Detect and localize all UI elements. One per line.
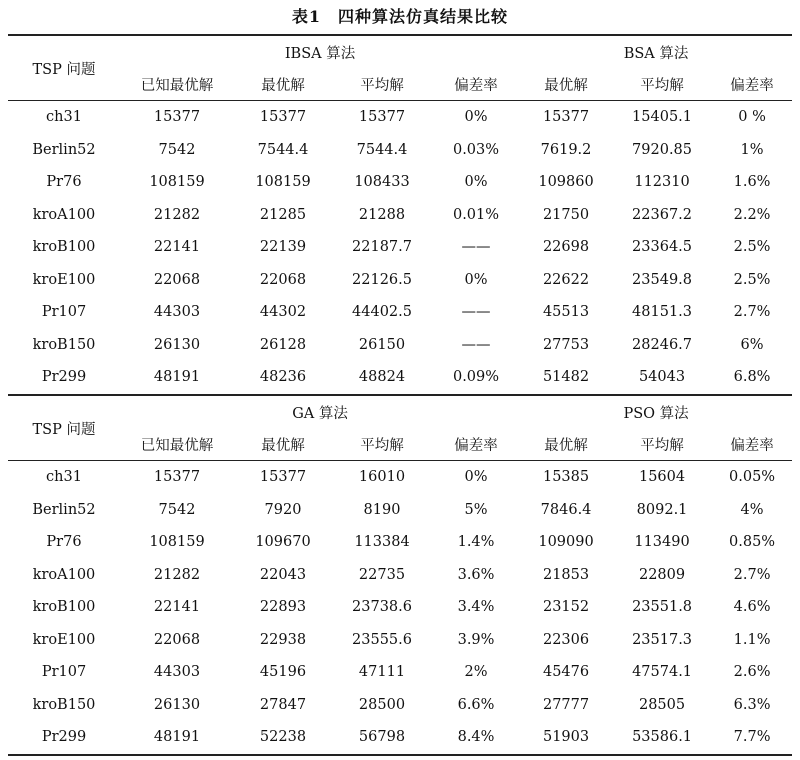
value-cell: —— (461, 239, 491, 256)
value-cell: 15405.1 (632, 109, 693, 126)
row-header-tsp: TSP 问题 (8, 35, 120, 101)
value-cell: 2.5% (733, 239, 771, 256)
value-cell: 15377 (259, 109, 307, 126)
value-cell: 28505 (638, 696, 686, 713)
value-cell: 26150 (358, 336, 406, 353)
table-caption: 表1 四种算法仿真结果比较 (291, 7, 509, 26)
value-cell: 0.85% (729, 534, 776, 551)
value-cell: 8092.1 (636, 501, 688, 518)
table-body (8, 101, 792, 395)
value-cell: 2.5% (733, 271, 771, 288)
table-row (8, 361, 792, 395)
value-cell: 7.7% (712, 721, 792, 755)
value-cell: 48151.3 (632, 304, 693, 321)
col-header-average: 平均解 (612, 428, 712, 461)
value-cell: 21282 (153, 206, 201, 223)
problem-name-cell: Pr107 (41, 664, 87, 681)
value-cell: 26130 (153, 336, 201, 353)
problem-name-cell: kroA100 (32, 566, 96, 583)
value-cell: 108433 (354, 174, 410, 191)
col-header-best: 最优解 (234, 428, 332, 461)
col-header-deviation: 偏差率 (712, 68, 792, 101)
value-cell: 22141 (153, 239, 201, 256)
table-row (8, 591, 792, 624)
value-cell: 47111 (358, 664, 406, 681)
value-cell: 52238 (234, 721, 332, 755)
value-cell: 15377 (259, 469, 307, 486)
value-cell: 26128 (259, 336, 307, 353)
value-cell: 7920.85 (632, 141, 693, 158)
value-cell: 21282 (153, 566, 201, 583)
value-cell: 0% (464, 469, 488, 486)
problem-name-cell: Berlin52 (32, 141, 96, 158)
value-cell: 15377 (153, 469, 201, 486)
table-body (8, 461, 792, 755)
value-cell: 2.7% (733, 304, 771, 321)
col-header-average: 平均解 (332, 428, 432, 461)
group-header-pso: PSO 算法 (520, 395, 792, 428)
table-row (8, 101, 792, 134)
value-cell: 22126.5 (352, 271, 412, 288)
table-row (8, 689, 792, 722)
value-cell: 3.9% (457, 631, 495, 648)
value-cell: 23152 (542, 599, 590, 616)
problem-name-cell: kroB150 (32, 336, 96, 353)
value-cell: 21853 (542, 566, 590, 583)
problem-name-cell: Pr76 (46, 534, 82, 551)
problem-name-cell: kroB100 (32, 599, 96, 616)
value-cell: 108159 (149, 174, 205, 191)
comparison-table-ibsa-bsa (8, 34, 792, 396)
problem-name-cell: kroB150 (32, 696, 96, 713)
value-cell: 28500 (358, 696, 406, 713)
col-header-deviation: 偏差率 (712, 428, 792, 461)
value-cell: 3.4% (457, 599, 495, 616)
value-cell: 28246.7 (632, 336, 693, 353)
value-cell: 22367.2 (632, 206, 693, 223)
value-cell: 6% (740, 336, 764, 353)
value-cell: 45196 (259, 664, 307, 681)
group-header-ga: GA 算法 (120, 395, 520, 428)
value-cell: 22622 (542, 271, 590, 288)
value-cell: 22735 (358, 566, 406, 583)
value-cell: 0.01% (452, 206, 500, 223)
value-cell: 2% (464, 664, 488, 681)
value-cell: 0% (464, 174, 488, 191)
value-cell: 22306 (542, 631, 590, 648)
problem-name-cell: ch31 (46, 109, 82, 126)
value-cell: 44303 (153, 304, 201, 321)
value-cell: 0.05% (729, 469, 776, 486)
problem-name-cell: Pr299 (8, 361, 120, 395)
problem-name-cell: Pr299 (8, 721, 120, 755)
value-cell: 1.6% (733, 174, 771, 191)
value-cell: 7544.4 (257, 141, 309, 158)
value-cell: 113384 (354, 534, 410, 551)
value-cell: 113490 (634, 534, 690, 551)
value-cell: 22068 (153, 631, 201, 648)
value-cell: 3.6% (457, 566, 495, 583)
value-cell: 0.03% (452, 141, 500, 158)
value-cell: 0% (464, 109, 488, 126)
table-row (8, 624, 792, 657)
value-cell: 23517.3 (632, 631, 693, 648)
value-cell: 0 % (738, 109, 766, 126)
table-row (8, 329, 792, 362)
table-row (8, 461, 792, 494)
value-cell: 22141 (153, 599, 201, 616)
value-cell: 15377 (153, 109, 201, 126)
value-cell: 22068 (153, 271, 201, 288)
value-cell: 16010 (358, 469, 406, 486)
value-cell: 48191 (120, 361, 234, 395)
value-cell: 0.09% (432, 361, 520, 395)
row-header-tsp: TSP 问题 (8, 395, 120, 461)
value-cell: 6.3% (733, 696, 771, 713)
value-cell: 23738.6 (352, 599, 412, 616)
problem-name-cell: kroE100 (32, 271, 96, 288)
value-cell: 45513 (542, 304, 590, 321)
problem-name-cell: kroA100 (32, 206, 96, 223)
value-cell: 47574.1 (632, 664, 693, 681)
table-row (8, 166, 792, 199)
value-cell: 22809 (638, 566, 686, 583)
value-cell: 22698 (542, 239, 590, 256)
value-cell: 7846.4 (540, 501, 592, 518)
value-cell: 1% (740, 141, 764, 158)
table-row (8, 494, 792, 527)
col-header-best: 最优解 (520, 68, 612, 101)
value-cell: 15377 (542, 109, 590, 126)
value-cell: 54043 (612, 361, 712, 395)
value-cell: 27753 (542, 336, 590, 353)
value-cell: 8190 (363, 501, 401, 518)
value-cell: 108159 (149, 534, 205, 551)
value-cell: 22187.7 (352, 239, 412, 256)
value-cell: 7542 (158, 141, 196, 158)
value-cell: 27847 (259, 696, 307, 713)
value-cell: 23551.8 (632, 599, 693, 616)
value-cell: 4.6% (733, 599, 771, 616)
table-row (8, 231, 792, 264)
value-cell: 109860 (538, 174, 594, 191)
value-cell: —— (461, 336, 491, 353)
value-cell: 21285 (259, 206, 307, 223)
problem-name-cell: Pr107 (41, 304, 87, 321)
value-cell: 22043 (259, 566, 307, 583)
col-header-deviation: 偏差率 (432, 68, 520, 101)
value-cell: 0% (464, 271, 488, 288)
value-cell: 7544.4 (356, 141, 408, 158)
table-row (8, 656, 792, 689)
group-header-bsa: BSA 算法 (520, 35, 792, 68)
value-cell: 6.6% (457, 696, 495, 713)
problem-name-cell: ch31 (46, 469, 82, 486)
value-cell: 15377 (358, 109, 406, 126)
value-cell: 1.1% (733, 631, 771, 648)
col-header-known-optimum: 已知最优解 (120, 68, 234, 101)
value-cell: 53586.1 (612, 721, 712, 755)
value-cell: 51903 (520, 721, 612, 755)
value-cell: 44303 (153, 664, 201, 681)
value-cell: 15385 (542, 469, 590, 486)
value-cell: 48824 (332, 361, 432, 395)
value-cell: —— (461, 304, 491, 321)
value-cell: 51482 (520, 361, 612, 395)
table-row (8, 526, 792, 559)
value-cell: 7619.2 (540, 141, 592, 158)
value-cell: 48236 (234, 361, 332, 395)
col-header-average: 平均解 (612, 68, 712, 101)
col-header-best: 最优解 (520, 428, 612, 461)
col-header-average: 平均解 (332, 68, 432, 101)
value-cell: 23549.8 (632, 271, 693, 288)
problem-name-cell: Berlin52 (32, 501, 96, 518)
value-cell: 5% (464, 501, 488, 518)
value-cell: 48191 (120, 721, 234, 755)
table-row (8, 296, 792, 329)
value-cell: 108159 (255, 174, 311, 191)
value-cell: 112310 (634, 174, 690, 191)
col-header-deviation: 偏差率 (432, 428, 520, 461)
value-cell: 2.7% (733, 566, 771, 583)
problem-name-cell: kroE100 (32, 631, 96, 648)
col-header-best: 最优解 (234, 68, 332, 101)
value-cell: 22893 (259, 599, 307, 616)
value-cell: 1.4% (457, 534, 495, 551)
value-cell: 44302 (259, 304, 307, 321)
value-cell: 45476 (542, 664, 590, 681)
value-cell: 2.6% (733, 664, 771, 681)
value-cell: 2.2% (733, 206, 771, 223)
value-cell: 44402.5 (352, 304, 412, 321)
value-cell: 6.8% (712, 361, 792, 395)
value-cell: 109090 (538, 534, 594, 551)
table-row (8, 721, 792, 755)
value-cell: 15604 (638, 469, 686, 486)
value-cell: 7542 (158, 501, 196, 518)
value-cell: 21750 (542, 206, 590, 223)
value-cell: 56798 (332, 721, 432, 755)
problem-name-cell: Pr76 (46, 174, 82, 191)
value-cell: 7920 (264, 501, 302, 518)
table-row (8, 134, 792, 167)
value-cell: 21288 (358, 206, 406, 223)
value-cell: 4% (740, 501, 764, 518)
table-row (8, 264, 792, 297)
table-row (8, 199, 792, 232)
value-cell: 8.4% (432, 721, 520, 755)
value-cell: 26130 (153, 696, 201, 713)
value-cell: 23555.6 (352, 631, 412, 648)
group-header-ibsa: IBSA 算法 (120, 35, 520, 68)
comparison-table-ga-pso (8, 394, 792, 756)
table-row (8, 559, 792, 592)
value-cell: 27777 (542, 696, 590, 713)
value-cell: 23364.5 (632, 239, 693, 256)
value-cell: 22938 (259, 631, 307, 648)
value-cell: 22068 (259, 271, 307, 288)
problem-name-cell: kroB100 (32, 239, 96, 256)
value-cell: 109670 (255, 534, 311, 551)
col-header-known-optimum: 已知最优解 (120, 428, 234, 461)
value-cell: 22139 (259, 239, 307, 256)
